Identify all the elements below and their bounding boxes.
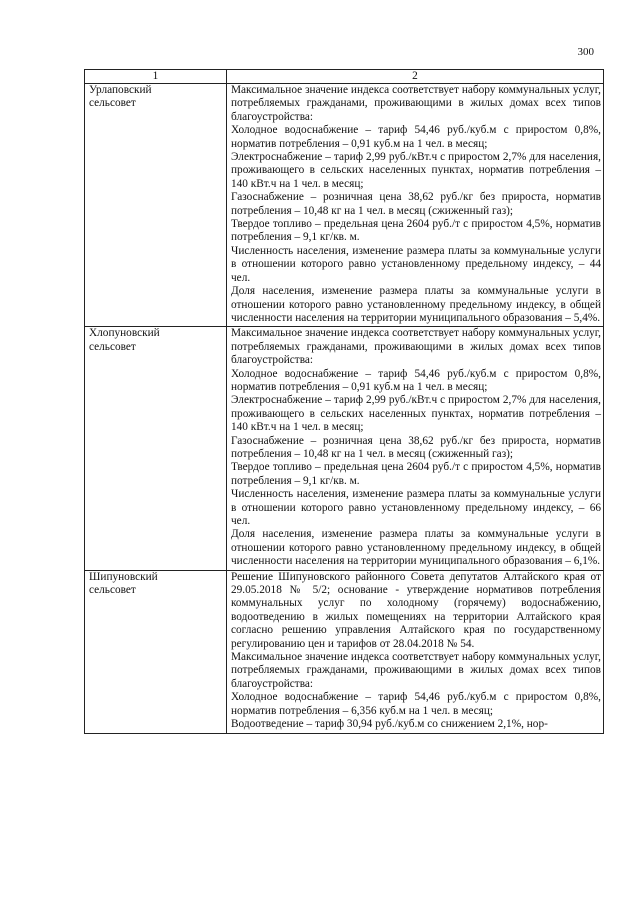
column-header-2: 2 xyxy=(227,70,604,84)
municipality-name: Хлопуновский сельсовет xyxy=(85,327,227,570)
paragraph: Газоснабжение – розничная цена 38,62 руб./кг без прироста, норматив потребления – 10,48 кг на 1 чел. в месяц (сжиженный газ); xyxy=(231,191,601,217)
page-number: 300 xyxy=(577,46,594,58)
paragraph: Максимальное значение индекса соответствует набору коммунальных услуг, потребляемых гражданами, проживающими в жилых домах всех типов благоустройства: xyxy=(231,327,601,367)
paragraph: Электроснабжение – тариф 2,99 руб./кВт.ч с приростом 2,7% для населения, проживающего в сельских населенных пунктах, норматив потребления – 140 кВт.ч на 1 чел. в месяц; xyxy=(231,151,601,190)
table-row xyxy=(85,570,604,733)
table-header-row xyxy=(85,70,604,84)
paragraph: Твердое топливо – предельная цена 2604 руб./т с приростом 4,5%, норматив потребления – 9,1 кг/кв. м. xyxy=(231,218,601,244)
paragraph: Холодное водоснабжение – тариф 54,46 руб./куб.м с приростом 0,8%, норматив потребления – 6,356 куб.м на 1 чел. в месяц; xyxy=(231,691,601,717)
municipality-name: Урлаповский сельсовет xyxy=(85,84,227,327)
paragraph: Твердое топливо – предельная цена 2604 руб./т с приростом 4,5%, норматив потребления – 9,1 кг/кв. м. xyxy=(231,461,601,487)
paragraph: Решение Шипуновского районного Совета депутатов Алтайского края от 29.05.2018 № 5/2; основание - утверждение нормативов потребления коммунальных услуг по холодному (горячему) водоснабжению, водоотведению в жилых помещениях на территории Алтайского края согласно решению управления Алтайского края по государственному регулированию цен и тарифов от 28.04.2018 № 54. xyxy=(231,570,601,650)
paragraph: Холодное водоснабжение – тариф 54,46 руб./куб.м с приростом 0,8%, норматив потребления – 0,91 куб.м на 1 чел. в месяц; xyxy=(231,367,601,393)
municipality-content xyxy=(227,570,604,733)
paragraph: Доля населения, изменение размера платы за коммунальные услуги в отношении которого равно установленному предельному индексу, в общей численности населения на территории муниципального образования – 6,1%. xyxy=(231,528,601,568)
paragraph: Электроснабжение – тариф 2,99 руб./кВт.ч с приростом 2,7% для населения, проживающего в сельских населенных пунктах, норматив потребления – 140 кВт.ч на 1 чел. в месяц; xyxy=(231,394,601,434)
paragraph: Максимальное значение индекса соответствует набору коммунальных услуг, потребляемых гражданами, проживающими в жилых домах всех типов благоустройства: xyxy=(231,84,601,123)
municipality-name: Шипуновский сельсовет xyxy=(85,570,227,733)
paragraph: Максимальное значение индекса соответствует набору коммунальных услуг, потребляемых гражданами, проживающими в жилых домах всех типов благоустройства: xyxy=(231,651,601,690)
table-row xyxy=(85,327,604,570)
municipality-content xyxy=(227,84,604,327)
paragraph: Численность населения, изменение размера платы за коммунальные услуги в отношении которого равно установленному предельному индексу, – 44 чел. xyxy=(231,244,601,284)
document-table xyxy=(84,69,604,734)
municipality-content xyxy=(227,327,604,570)
paragraph: Газоснабжение – розничная цена 38,62 руб./кг без прироста, норматив потребления – 10,48 кг на 1 чел. в месяц (сжиженный газ); xyxy=(231,434,601,460)
paragraph: Водоотведение – тариф 30,94 руб./куб.м со снижением 2,1%, нор- xyxy=(231,718,548,731)
paragraph: Холодное водоснабжение – тариф 54,46 руб./куб.м с приростом 0,8%, норматив потребления – 0,91 куб.м на 1 чел. в месяц; xyxy=(231,124,601,150)
paragraph: Доля населения, изменение размера платы за коммунальные услуги в отношении которого равно установленному предельному индексу, в общей численности населения на территории муниципального образования – 5,4%. xyxy=(231,285,601,324)
paragraph: Численность населения, изменение размера платы за коммунальные услуги в отношении которого равно установленному предельному индексу, – 66 чел. xyxy=(231,488,601,527)
column-header-1: 1 xyxy=(85,70,227,84)
table-row xyxy=(85,84,604,327)
